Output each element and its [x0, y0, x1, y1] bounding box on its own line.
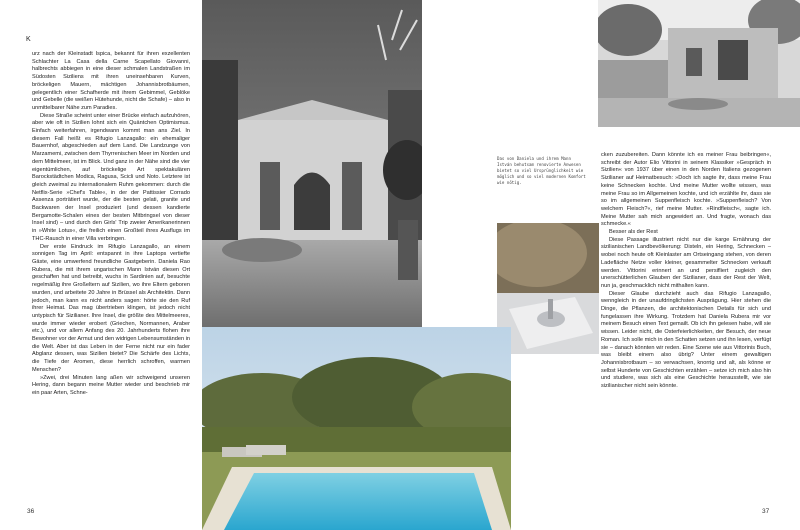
section-kicker: K	[26, 36, 32, 43]
farmhouse-courtyard-photo	[202, 0, 422, 327]
body-paragraph: urz nach der Kleinstadt Ispica, bekannt für ihren exzellenten Schlachter La Casa della Carne Scapellato Giovanni, halbrechts abbiegen in eine dieser schmalen Landstraßen im Südosten Siziliens mit ihren uneinsehbaren Kurven, bröckeligen Mauern, mächtigen Johannisbrotbäumen, gelegentlich einer Schafherde mit ihrem Gebimmel, Geblöke und Gebelle (die weißen Hütehunde, nicht die Schafe) – also in unmittelbarer Nähe zum Paradies.	[32, 51, 190, 111]
house-facade-photo	[598, 0, 800, 127]
body-paragraph: cken zuzubereiten. Dann könnte ich es meiner Frau beibringen«, schreibt der Autor Elio Vittorini in seinem Klassiker »Gespräch in Sizilien« von 1937 über einen in den Norden Italiens gezogenen Sizilianer auf Heimatbesuch: »Doch ich sagte ihr, dass meine Frau keine Schnecken kochte. Und meine Mutter wollte wissen, was meine Frau so im Allgemeinen kochte, und ich erzählte ihr, dass sie so im allgemeinen Suppenfleisch kochte. »Suppenfleisch? Von welchem Fleisch?«, rief meine Mutter. »Rindfleisch«, sagte ich. Meine Mutter sah mich angewidert an. Und fragte, wonach das schmecke.«	[601, 152, 771, 228]
photo-caption: Das von Daniela und ihrem Mann István behutsam renovierte Anwesen bietet so viel Ursprünglichkeit wie möglich und so viel modernen Komfort wie nötig.	[497, 156, 586, 185]
body-paragraph: »Zwei, drei Minuten lang aßen wir schweigend unseren Hering, dann begann meine Mutter wieder und beschrieb mir ein paar Arten, Schne-	[32, 374, 190, 396]
section-subheading: Besser als der Rest	[609, 229, 658, 236]
pool-garden-photo	[202, 327, 511, 530]
body-paragraph: Diese Passage illustriert nicht nur die karge Ernährung der sizilianischen Landbevölkerung: Disteln, ein Hering, Schnecken – wobei noch heute oft Kleinlaster am Ortseingang stehen, von deren Ladefläche Netze voller kleiner, gesammelter Schnecken verkauft werden. Vittorini erinnert an und persifliert zugleich den unerschütterlichen Glauben der Sizilianer, dass der Rest der Welt, nun ja, geschmacklich nicht mithalten kann.	[601, 236, 771, 289]
left-text-column	[32, 51, 190, 398]
page-number-left: 36	[27, 508, 35, 515]
body-paragraph: Der erste Eindruck im Rifugio Lanzagallo, an einem sonnigen Tag im April: entspannt in ihre Laptops vertiefte Gäste, eine umwerfend freundliche Gastgeberin. Daniela Rao Rubera, die mit ihrem ungarischen Mann István diesen Ort geschaffen hat und betreibt, wuchs in Sardinien auf, besuchte regelmäßig ihre Großeltern auf Sizilien, wo ihre Eltern geboren wurden, und arbeitete 20 Jahre in Brüssel als Architektin. Dann jedoch, man kann es nicht anders sagen: hörte sie den Ruf ihrer Heimat. Das mag übertrieben klingen, ist jedoch nicht untypisch für Sizilianer. Ihre Insel, die größte des Mittelmeeres, wurde immer wieder erobert (Griechen, Normannen, Araber etc.), und vor allem Anfang des 20. Jahrhunderts flohen ihre Bewohner vor der Armut und den widrigen Lebensumständen in die Welt. Aber ist das Leben in der Ferne nicht nur ein fader Abglanz dessen, was Sizilien bietet? Die Schärfe des Lichts, die Tiefe der Aromen, diese herrlich schroffen, warmen Menschen?	[32, 243, 190, 373]
page-number-right: 37	[762, 508, 770, 515]
ashtray-table-photo	[497, 223, 599, 354]
body-paragraph: Diese Straße scheint unter einer Brücke einfach aufzuhören, aber wie oft in Sizilien lohnt sich ein Quäntchen Optimismus. Einfach weiterfahren, irgendwann kommt man ans Ziel. In diesem Fall heißt es Rifugio Lanzagallo: ein ehemaliger Bauernhof, abgeschieden auf dem Land. Die Landzunge von Marzamemi, zwischen dem Thyrrenischen Meer im Norden und dem Mittelmeer, ist im Blick. Und ganz in der Nähe sind die vier eigentümlichen, auf bröckelige Art spektakulären Barockstädtchen Modica, Ragusa, Scicli und Noto. Letztere ist gleich zweimal zu internationalem Ruhm gekommen: durch die Netflix-Serie »Chef's Table«, in der der Pattissier Corrado Assenza porträtiert wurde, der die besten gelati, granite und Backwaren der Insel produziert (und dessen kandierte Bergamotte-Schalen eines der besten Mitbringsel von dieser Insel sind) – und durch den Girls' Trip zweier Amerikanerinnen in »White Lotus«, die freilich einen Großteil ihres Ausflugs im THC-Rausch in einer Villa verbringen.	[32, 112, 190, 242]
body-paragraph: Dieser Glaube durchzieht auch das Rifugio Lanzagallo, wenngleich in der unaufdringlichsten Ausprägung. Hier stehen die Dinge, die Pflanzen, die architektonischen Details für sich und fungelassen ihre Wirkung. Trotzdem hat Daniela Rubera mir vor meinem Besuch einen Text gemailt. Ob ich ihn gelesen habe, will sie wissen. Leider nicht, die Osterfeierlichkeiten, der Besuch, der neue Roman. Ich solle mich in den Schatten setzen und ihn lesen, verfügt sie – danach könnten wir reden. Eine Szene wie aus Vittorinis Buch, was bleibt einem also übrig? Unter einem gewaltigen Johannisbrotbaum – so verwachsen, knorrig und alt, als könne er selbst Hunderte von Geschichten erzählen – setze ich mich also hin und studiere, was sich als eine Geschichte herausstellt, wie sie sizilianischer nicht sein könnte.	[601, 290, 771, 390]
right-text-column	[601, 152, 771, 391]
